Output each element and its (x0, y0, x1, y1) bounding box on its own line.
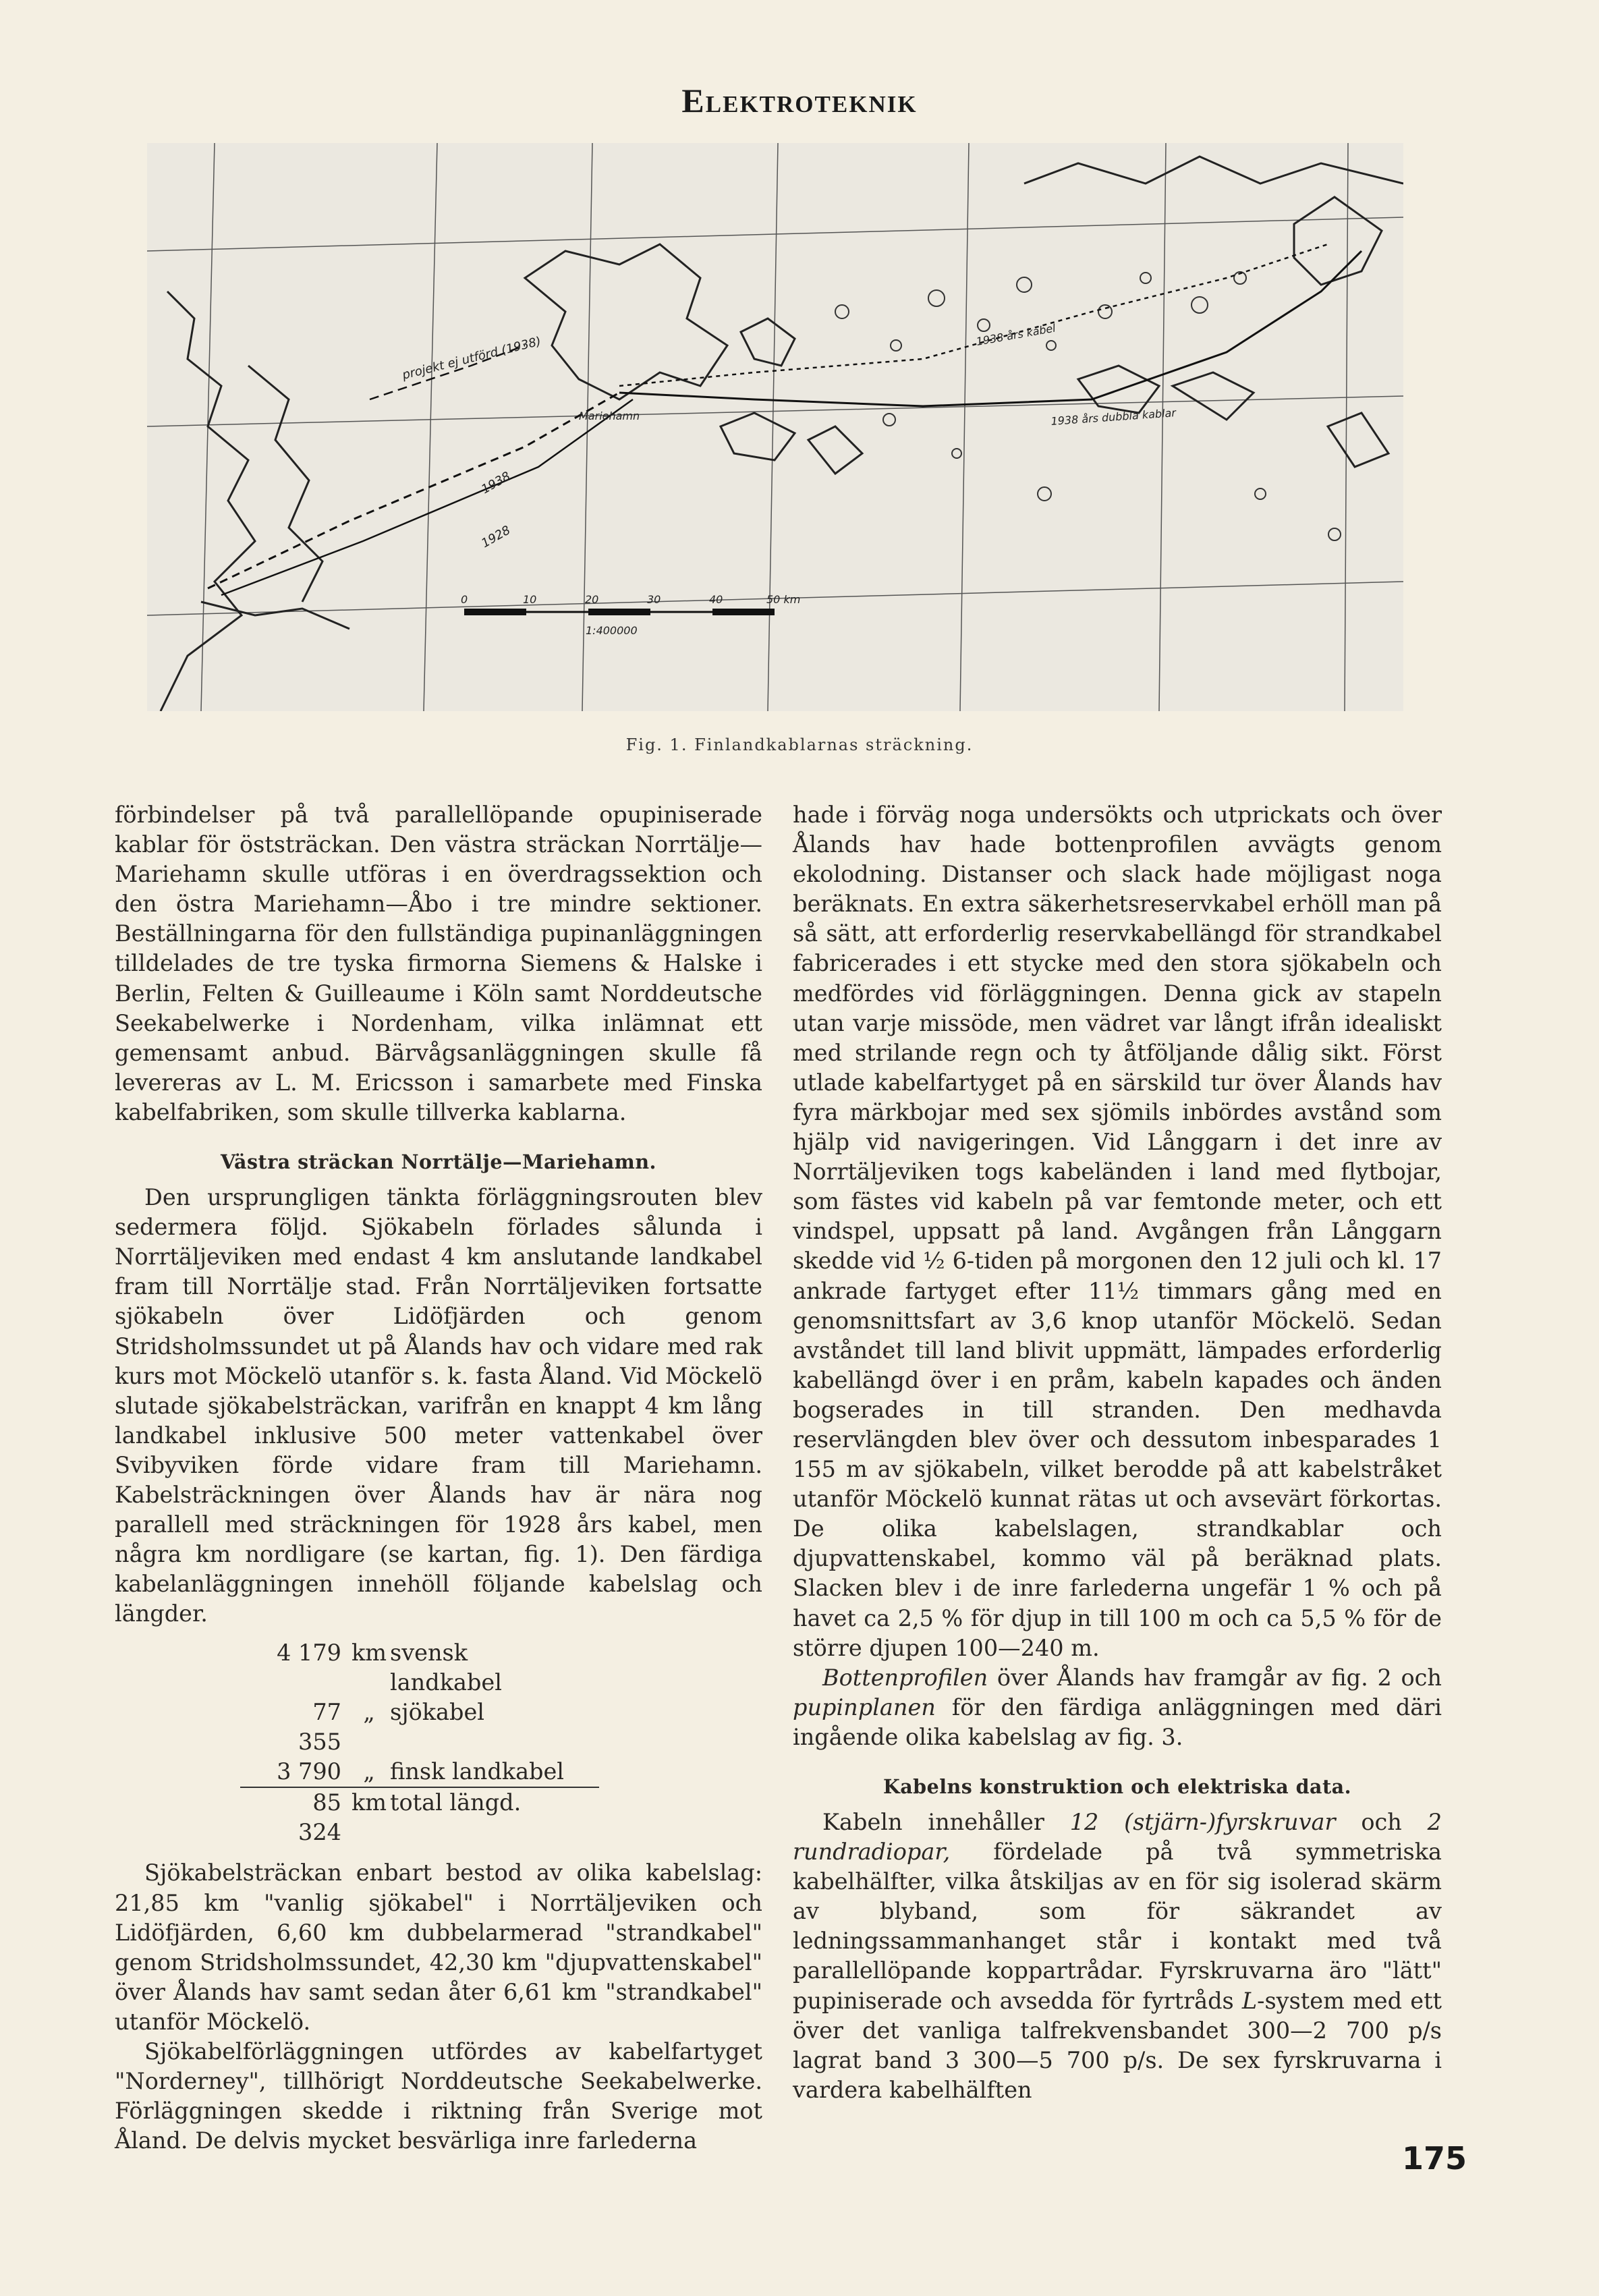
text-run: och (1335, 1809, 1428, 1835)
paragraph: Sjökabelsträckan enbart bestod av olika kabelslag: 21,85 km "vanlig sjökabel" i Norrtäljeviken och Lidöfjärden, 6,60 km dubbelarmerad "strandkabel" genom Stridsholmssundet, 42,30 km "djupvattenskabel" över Ålands hav samt sedan åter 6,61 km "strandkabel" utanför Möckelö. (115, 1859, 762, 2035)
left-column (115, 800, 762, 2156)
label-kabel-1938: 1938 års kabel (975, 321, 1057, 348)
emphasis: 2 rundradiopar, (793, 1809, 1442, 1866)
cable-length-table (263, 1638, 762, 1847)
paragraph: hade i förväg noga undersökts och utprickats och över Ålands hav hade bottenprofilen avvägts genom ekolodning. Distanser och slack hade möjligast noga beräknats. En extra säkerhetsreservkabel erhöll man på så sätt, att erforderlig reservkabellängd för strandkabel fabricerades i ett stycke med den stora sjökabeln och medfördes vid förläggningen. Denna gick av stapeln utan varje missöde, men vädret var långt ifrån idealiskt med strilande regn och ty åtföljande dålig sikt. Först utlade kabelfartyget på en särskild tur över Ålands hav fyra märkbojar med sex sjömils inbördes avstånd som hjälp vid navigeringen. Vid Långgarn i det inre av Norrtäljeviken togs kabeländen i land med flytbojar, som fästes vid kabeln på var femtonde meter, och ett vindspel, uppsatt på land. Avgången från Långgarn skedde vid ½ 6-tiden på morgonen den 12 juli och kl. 17 ankrade fartyget efter 11½ timmars gång med en genomsnittsfart av 3,6 knop utanför Möckelö. Sedan avståndet till land blivit uppmätt, lämpades erforderlig kabellängd över i en pråm, kabeln kapades och änden bogserades in till stranden. Den medhavda reservlängden blev över och dessutom inbesparades 1 155 m av sjökabeln, vilket berodde på att kabelstråket utanför Möckelö kunnat rätas ut och avsevärt förkortas. De olika kabelslagen, strandkablar och djupvattenskabel, kommo väl på beräknad plats. Slacken blev i de inre farlederna ungefär 1 % och på havet ca 2,5 % för djup in till 100 m och ca 5,5 % för de större djupen 100—240 m. (793, 802, 1442, 1661)
label-1938: 1938 (479, 469, 513, 497)
paragraph (793, 1663, 1442, 1752)
section-heading: Västra sträckan Norrtälje—Mariehamn. (221, 1150, 656, 1174)
emphasis: Bottenprofilen (822, 1664, 988, 1691)
length-value: 3 790 (277, 1758, 341, 1785)
scale-tick: 0 (461, 593, 468, 606)
paragraph: förbindelser på två parallellöpande opupiniserade kablar för öststräckan. Den västra sträckan Norrtälje—Mariehamn skulle utföras i en överdragssektion och den östra Mariehamn—Åbo i tre mindre sektioner. Beställningarna för den fullständiga pupinanläggningen tilldelades de tre tyska firmorna Siemens & Halske i Berlin, Felten & Guilleaume i Köln samt Norddeutsche Seekabelwerke i Nordenham, vilka inlämnat ett gemensamt anbud. Bärvågsanläggningen skulle få levereras av L. M. Ericsson i samarbete med Finska kabelfabriken, som skulle tillverka kablarna. (115, 802, 762, 1125)
text-run: -system med ett över det vanliga talfrekvensbandet 300—2 700 p/s lagrat band 3 300—5 700 p/s. De sex fyrskruvarna i vardera kabelhälften (793, 1987, 1442, 2103)
scale-tick: 30 (647, 593, 661, 606)
scale-ratio: 1:400000 (586, 624, 638, 637)
length-value: 77 355 (298, 1699, 341, 1756)
scale-tick: 50 km (766, 593, 801, 606)
cable-type: sjökabel (390, 1699, 485, 1726)
paragraph: Den ursprungligen tänkta förläggningsrouten blev sedermera följd. Sjökabeln förlades sålunda i Norrtäljeviken med endast 4 km anslutande landkabel fram till Norrtälje stad. Från Norrtäljeviken fortsatte sjökabeln över Lidöfjärden och genom Stridsholmssundet ut på Ålands hav och vidare med rak kurs mot Möckelö utanför s. k. fasta Åland. Vid Möckelö slutade sjökabelsträckan, varifrån en knappt 4 km lång landkabel inklusive 500 meter vattenkabel över Svibyviken förde vidare fram till Mariehamn. Kabelsträckningen över Ålands hav är nära nog parallell med sträckningen för 1928 års kabel, men några km nordligare (se kartan, fig. 1). Den färdiga kabelanläggningen innehöll följande kabelslag och längder. (115, 1184, 762, 1627)
table-row (263, 1757, 762, 1787)
page-header: Elektroteknik (681, 82, 918, 119)
total-label: total längd. (390, 1789, 522, 1816)
paragraph (793, 1808, 1442, 2105)
text-run: för den färdiga anläggningen med däri ingående olika kabelslag av fig. 3. (793, 1693, 1442, 1750)
right-column (793, 800, 1442, 2105)
map-figure (147, 143, 1403, 711)
table-total-row (240, 1787, 599, 1847)
figure-caption: Fig. 1. Finlandkablarnas sträckning. (625, 735, 974, 754)
label-1928: 1928 (479, 523, 513, 551)
emphasis: 12 (stjärn-)fyrskruvar (1069, 1809, 1336, 1835)
length-unit: „ (363, 1699, 375, 1726)
scale-tick: 10 (523, 593, 537, 606)
label-mariehamn: Mariehamn (579, 410, 640, 422)
label-dubbla-kablar: 1938 års dubbla kablar (1050, 406, 1177, 428)
scale-tick: 20 (585, 593, 599, 606)
length-value: 4 179 (277, 1640, 341, 1667)
text-run: Kabeln innehåller (822, 1809, 1070, 1835)
cable-type: finsk landkabel (390, 1758, 565, 1785)
emphasis: pupinplanen (793, 1693, 936, 1720)
table-row (263, 1698, 762, 1757)
cable-route-map (147, 143, 1403, 711)
paragraph: Sjökabelförläggningen utfördes av kabelfartyget "Norderney", tillhörigt Norddeutsche Seekabelwerke. Förläggningen skedde i riktning från Sverige mot Åland. De delvis mycket besvärliga inre farlederna (115, 2038, 762, 2154)
label-projekt: projekt ej utförd (1938) (401, 334, 543, 383)
table-row (263, 1638, 762, 1698)
scale-tick: 40 (709, 593, 723, 606)
section-heading: Kabelns konstruktion och elektriska data. (882, 1775, 1352, 1798)
length-unit: „ (363, 1758, 375, 1785)
page-number: 175 (1402, 2140, 1467, 2177)
cable-type: svensk landkabel (390, 1640, 502, 1696)
text-run: över Ålands hav framgår av fig. 2 och (988, 1664, 1442, 1691)
length-unit: km (351, 1640, 387, 1667)
text-run: fördelade på två symmetriska kabelhälfter, vilka åtskiljas av en för sig isolerad skärm av blyband, som för säkrandet av ledningssammanhanget står i kontakt med två parallellöpande koppartrådar. Fyrskruvarna äro "lätt" pupiniserade och avsedda för fyrtråds (793, 1839, 1442, 2014)
total-unit: km (351, 1789, 387, 1816)
emphasis: L (1241, 1987, 1258, 2014)
total-value: 85 324 (298, 1789, 341, 1846)
